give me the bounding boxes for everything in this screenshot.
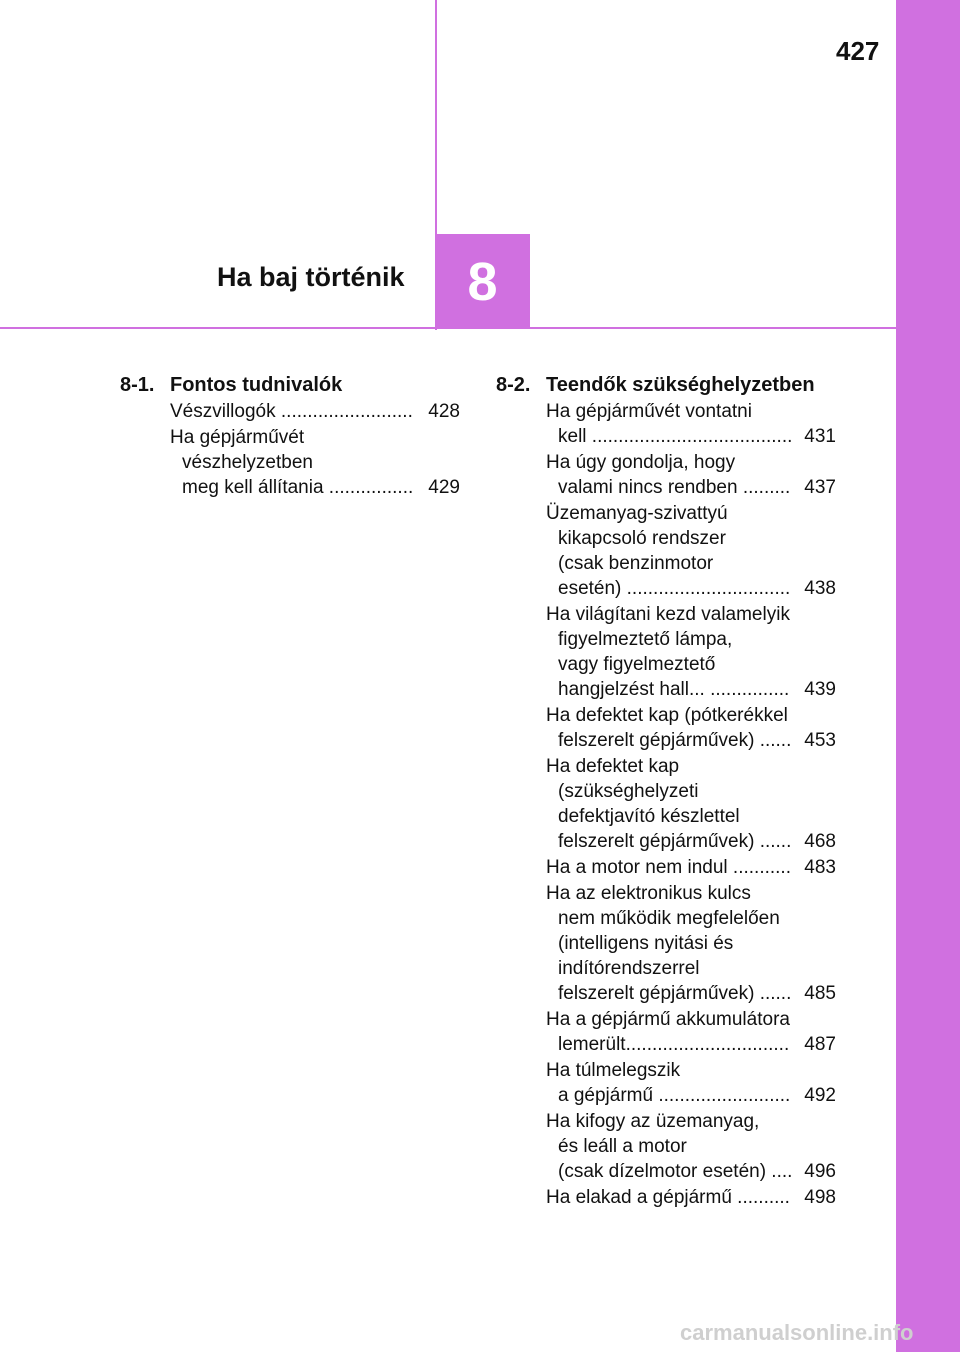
toc-entry-text — [546, 1185, 804, 1210]
toc-entry[interactable] — [546, 754, 836, 854]
toc-section-8-1 — [120, 374, 460, 501]
toc-entry[interactable] — [546, 1185, 836, 1210]
toc-entry[interactable] — [546, 602, 836, 702]
toc-entry-line: felszerelt gépjárművek) ...... — [558, 983, 792, 1004]
toc-entry-page: 428 — [428, 401, 460, 422]
toc-entry-page: 492 — [804, 1085, 836, 1106]
toc-entry[interactable] — [546, 1007, 836, 1057]
toc-entry-page: 485 — [804, 983, 836, 1004]
toc-entry-text — [546, 703, 804, 753]
section-number: 8-2. — [496, 374, 531, 396]
toc-entry-line: (csak dízelmotor esetén) .... — [558, 1161, 793, 1182]
toc-entry-line: esetén) ............................... — [558, 578, 791, 599]
toc-entry-line: vészhelyzetben — [182, 452, 313, 473]
toc-entry-page: 487 — [804, 1034, 836, 1055]
toc-entry[interactable] — [546, 450, 836, 500]
chapter-number: 8 — [467, 251, 498, 312]
toc-entry-line: figyelmeztető lámpa, — [558, 629, 733, 650]
watermark: carmanualsonline.info — [680, 1320, 914, 1345]
toc-entry[interactable] — [546, 703, 836, 753]
toc-entry-text — [546, 1058, 804, 1108]
toc-entry-text — [546, 501, 804, 601]
toc-entry-line: Ha világítani kezd valamelyik — [546, 604, 790, 625]
toc-entry-page: 431 — [804, 426, 836, 447]
toc-entry-line: defektjavító készlettel — [558, 806, 740, 827]
toc-entry[interactable] — [546, 399, 836, 449]
toc-entry-page: 468 — [804, 831, 836, 852]
toc-entry-line: vagy figyelmeztető — [558, 654, 716, 675]
toc-entry-line: (csak benzinmotor — [558, 553, 714, 574]
toc-entry-line: Vészvillogók ......................... — [170, 401, 413, 422]
section-heading — [120, 374, 460, 397]
toc-entries — [546, 399, 836, 1210]
toc-entry-line: Ha defektet kap (pótkerékkel — [546, 705, 788, 726]
toc-entry-page: 439 — [804, 679, 836, 700]
toc-section-8-2 — [496, 374, 836, 1211]
toc-entry-line: hangjelzést hall... ............... — [558, 679, 790, 700]
toc-entry-page: 496 — [804, 1161, 836, 1182]
toc-entry[interactable] — [546, 855, 836, 880]
toc-entry-line: és leáll a motor — [558, 1136, 687, 1157]
toc-entry-line: (intelligens nyitási és — [558, 933, 734, 954]
toc-entry-line: kikapcsoló rendszer — [558, 528, 726, 549]
toc-entry-line: Ha túlmelegszik — [546, 1060, 681, 1081]
toc-entry[interactable] — [170, 399, 460, 424]
toc-entry-line: Ha defektet kap — [546, 756, 680, 777]
toc-entry-line: valami nincs rendben ......... — [558, 477, 791, 498]
toc-entry-text — [546, 855, 804, 880]
toc-entry[interactable] — [546, 1109, 836, 1184]
chapter-number-box — [435, 234, 530, 329]
toc-entry-text — [546, 399, 804, 449]
page-number: 427 — [836, 36, 880, 66]
toc-entry-page: 437 — [804, 477, 836, 498]
toc-entry-page: 483 — [804, 857, 836, 878]
toc-entry-line: Ha elakad a gépjármű .......... — [546, 1187, 790, 1208]
toc-entry[interactable] — [546, 1058, 836, 1108]
section-heading — [496, 374, 836, 397]
toc-entry-text — [546, 1109, 804, 1184]
toc-entry-line: Ha kifogy az üzemanyag, — [546, 1111, 760, 1132]
toc-entry-page: 429 — [428, 477, 460, 498]
toc-entry[interactable] — [546, 501, 836, 601]
toc-entries — [170, 399, 460, 500]
toc-entry-text — [546, 881, 804, 1006]
toc-entry-page: 498 — [804, 1187, 836, 1208]
toc-entry[interactable] — [170, 425, 460, 500]
toc-entry-line: Ha a gépjármű akkumulátora — [546, 1009, 790, 1030]
toc-entry-line: nem működik megfelelően — [558, 908, 780, 929]
toc-entry-line: Üzemanyag-szivattyú — [546, 503, 728, 524]
toc-entry-line: Ha úgy gondolja, hogy — [546, 452, 736, 473]
section-title: Fontos tudnivalók — [170, 374, 343, 396]
toc-entry[interactable] — [546, 881, 836, 1006]
toc-entry-text — [170, 425, 428, 500]
toc-entry-line: indítórendszerrel — [558, 958, 700, 979]
toc-entry-text — [170, 399, 428, 424]
toc-entry-text — [546, 1007, 804, 1057]
toc-entry-line: kell ...................................... — [558, 426, 793, 447]
section-title: Teendők szükséghelyzetben — [546, 374, 815, 396]
toc-entry-line: felszerelt gépjárművek) ...... — [558, 831, 792, 852]
side-tab-bar — [896, 0, 960, 1352]
toc-entry-line: lemerült............................... — [558, 1034, 790, 1055]
chapter-title: Ha baj történik — [217, 262, 405, 292]
toc-entry-line: Ha a motor nem indul ........... — [546, 857, 791, 878]
toc-entry-line: a gépjármű ......................... — [558, 1085, 791, 1106]
section-number: 8-1. — [120, 374, 155, 396]
toc-entry-line: meg kell állítania ................ — [182, 477, 414, 498]
toc-entry-line: Ha gépjárművét vontatni — [546, 401, 752, 422]
toc-entry-line: (szükséghelyzeti — [558, 781, 699, 802]
toc-entry-text — [546, 754, 804, 854]
toc-entry-page: 453 — [804, 730, 836, 751]
toc-entry-text — [546, 450, 804, 500]
toc-entry-text — [546, 602, 804, 702]
toc-entry-line: Ha gépjárművét — [170, 427, 305, 448]
toc-entry-page: 438 — [804, 578, 836, 599]
toc-entry-line: Ha az elektronikus kulcs — [546, 883, 751, 904]
toc-entry-line: felszerelt gépjárművek) ...... — [558, 730, 792, 751]
